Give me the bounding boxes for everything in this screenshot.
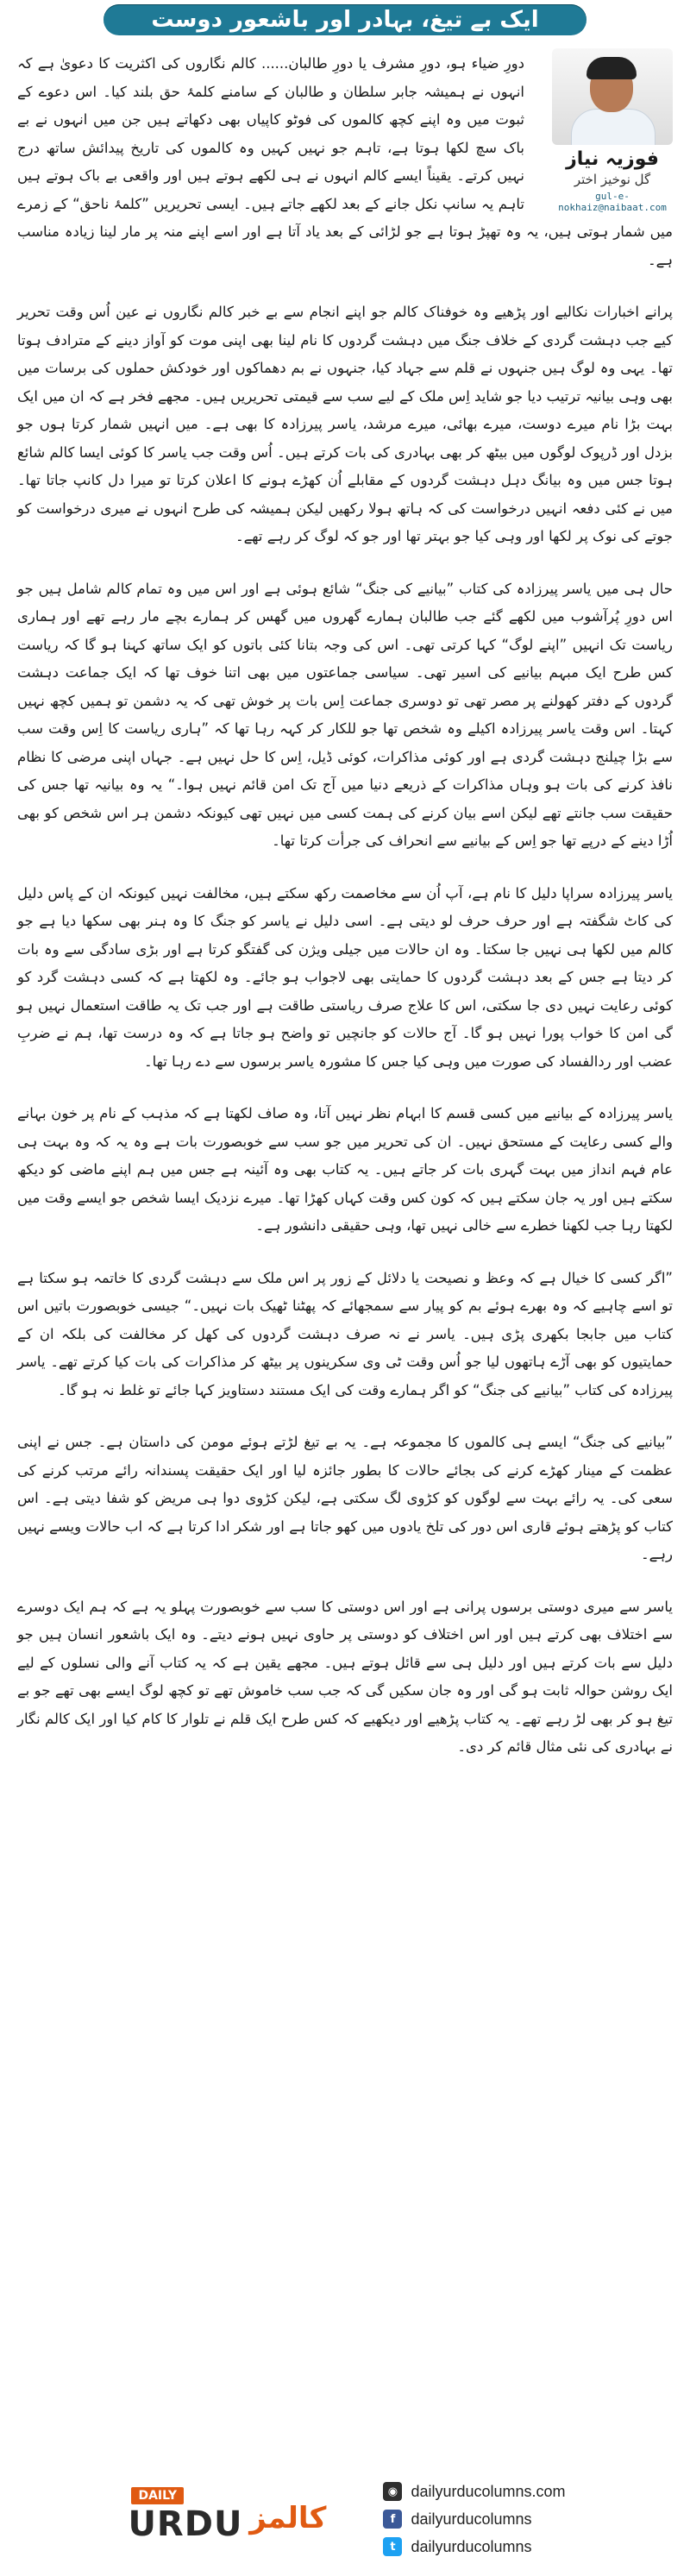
- facebook-icon: f: [383, 2510, 402, 2529]
- logo-daily: DAILY: [131, 2487, 184, 2504]
- website-link[interactable]: [383, 2482, 565, 2501]
- globe-icon: ◉: [383, 2482, 402, 2501]
- paragraph: ”بیانیے کی جنگ“ ایسے ہی کالموں کا مجموعہ ہے۔ یہ بے تیغ لڑتے ہوئے مومن کی داستان ہے۔ جس نے اپنی عظمت کے مینار کھڑے کرنے کی بجائے حالات کا بطور جائزہ لیا اور ایک حقیقت پسندانہ رائے مرتب کرنے کی سعی کی۔ یہ رائے بہت سے لوگوں کو کڑوی لگ سکتی ہے، لیکن کڑوی دوا ہی مریض کو شفا دیتی ہے۔ اس کتاب کو پڑھتے ہوئے قاری اس دور کی تلخ یادوں میں کھو جاتا ہے اور شکر ادا کرتا ہے کہ اب حالات ویسے نہیں رہے۔: [17, 1434, 673, 1562]
- paragraph: یاسر پیرزادہ کے بیانیے میں کسی قسم کا ابہام نظر نہیں آتا، وہ صاف لکھتا ہے کہ مذہب کے نام پر خون بہانے والے کسی رعایت کے مستحق نہیں۔ ان کی تحریر میں جو سب سے خوبصورت بات ہے وہ یہ کہ وہ بہت ہی عام فہم انداز میں بہت گہری بات کر جاتے ہیں۔ یہ کتاب بھی وہ آئینہ ہے جس میں ہم اپنے ماضی کو دیکھ سکتے ہیں اور یہ جان سکتے ہیں کہ کون کس وقت کہاں کھڑا تھا۔ میرے نزدیک ایسا شخص جو ایسے وقت میں لکھتا رہا جب لکھنا خطرے سے خالی نہیں تھا، وہی حقیقی دانشور ہے۔: [17, 1105, 673, 1234]
- social-links: [383, 2482, 565, 2556]
- footer: [0, 2462, 690, 2576]
- logo-columns: کالمز: [249, 2501, 327, 2535]
- article-body: [17, 50, 673, 1786]
- twitter-icon: t: [383, 2537, 402, 2556]
- author-email[interactable]: gul-e-nokhaiz@naibaat.com: [558, 191, 667, 213]
- title-bar: [0, 0, 690, 40]
- article-title: ایک بے تیغ، بہادر اور باشعور دوست: [104, 4, 586, 35]
- facebook-link-text: dailyurducolumns: [411, 2510, 532, 2528]
- logo-urdu: URDU: [128, 2504, 243, 2544]
- paragraph: یاسر پیرزادہ سراپا دلیل کا نام ہے، آپ اُن سے مخاصمت رکھ سکتے ہیں، مخالفت نہیں کیونکہ ان کے پاس دلیل کی کاٹ شگفتہ ہے اور حرف حرف لو دیتی ہے۔ اسی دلیل نے یاسر کو جنگ کا وہ ہنر بھی سکھا دیا ہے جو کالم میں لکھا ہی نہیں جا سکتا۔ وہ ان حالات میں جیلی ویژن کی گفتگو کرتا ہے اور بڑی سادگی سے وہ بات کر دیتا ہے جس کے بعد دہشت گردوں کا حمایتی بھی لاجواب ہو جائے۔ وہ لکھتا ہے کہ کسی دہشت گرد کو کوئی رعایت نہیں دی جا سکتی، اس کا علاج صرف ریاستی طاقت ہے اور جب تک یہ طاقت استعمال نہیں ہو گی امن کا خواب پورا نہیں ہو گا۔ آج حالات کو جانچیں تو واضح ہو جاتا ہے کہ وہ درست تھا، ہم نے ضربِ عضب اور ردالفساد کی صورت میں وہی کیا جس کا مشورہ یاسر برسوں سے دے رہا تھا۔: [17, 884, 673, 1070]
- twitter-link-text: dailyurducolumns: [411, 2537, 532, 2555]
- paragraph: پرانے اخبارات نکالیے اور پڑھیے وہ خوفناک کالم جو اپنے انجام سے بے خبر کالم نگاروں نے عین اُس وقت تحریر کیے جب دہشت گردی کے خلاف جنگ میں دہشت گردوں کا نام لینا بھی اپنی موت کو آواز دینے کے مترادف ہوتا تھا۔ یہی وہ لوگ ہیں جنہوں نے قلم سے جہاد کیا، جنہوں نے بم دھماکوں اور خودکش حملوں کی برسات میں بھی وہی بیانیہ ترتیب دیا جو شاید اِس ملک کے لیے سب سے قیمتی تحریریں ہیں۔ مجھے فخر ہے کہ ان میں ایک بہت بڑا نام میرے دوست، میرے بھائی، میرے مرشد، یاسر پیرزادہ کا بھی ہے۔ میں انہیں شمار کرتا ہوں جو بزدل اور ڈرپوک لوگوں میں بیٹھ کر بھی بہادری کی بات کرتے ہیں۔ اُس وقت جب یاسر کا کوئی ایسا کالم شائع ہوتا جس میں وہ بیانگ دہل دہشت گردوں کے مقابلے اُن کھڑے ہونے کا اعلان کرتا تو میرا دل کانپ جاتا تھا۔ میں نے کئی دفعہ انہیں درخواست کی کہ ہاتھ ہولا رکھیں لیکن ہمیشہ کی طرح انہوں نے میری درخواست کو جوتے کی نوک پر لکھا اور وہی کیا جو بہتر تھا اور جو کہ لوگ کر رہے تھے۔: [17, 304, 673, 544]
- twitter-link[interactable]: [383, 2537, 565, 2556]
- paragraph: حال ہی میں یاسر پیرزادہ کی کتاب ”بیانیے کی جنگ“ شائع ہوئی ہے اور اس میں وہ تمام کالم شامل ہیں جو اس دورِ پُرآشوب میں لکھے گئے جب طالبان ہمارے گھروں میں گھس کر ہمارے بچے مار رہے تھے اور ہماری ریاست تک انہیں ”اپنے لوگ“ کہا کرتی تھی۔ اس کی وجہ بتانا کئی باتوں کو ایک ساتھ کہنا ہو گا کہ ریاست کس طرح ایک مبہم بیانیے کی اسیر تھی۔ سیاسی جماعتوں میں بھی اتنا خوف تھا کہ ایک جماعت دہشت گردوں کے دفتر کھولنے پر مصر تھی تو دوسری جماعت اِس بات پر خوش تھی کہ یہ دشمن تو ہمیں کچھ نہیں کہتا۔ اس وقت یاسر پیرزادہ اکیلے وہ شخص تھا جو للکار کر کہہ رہا تھا کہ ”ہاری ریاست کا اِس وقت سب سے بڑا چیلنج دہشت گردی ہے اور کوئی مذاکرات، کوئی ڈیل، اِس کا حل نہیں ہے۔ جہاں اپنی مرضی کا نظام نافذ کرنے کی بات ہو وہاں مذاکرات کے ذریعے دنیا میں آج تک امن قائم نہیں ہوا۔“ یہ وہ بیانیہ تھا جس کی حقیقت سب جانتے تھے لیکن اسے بیان کرنے کی ہمت کسی میں نہیں تھی کیونکہ دشمن ہر اس شخص کو بھی اُڑا دینے کے درپے تھا جو اِس کے بیانیے سے انحراف کی جرأت کرتا تھا۔: [17, 580, 673, 849]
- website-link-text: dailyurducolumns.com: [411, 2482, 566, 2500]
- author-name: فوزیہ نیاز: [566, 148, 659, 170]
- site-logo[interactable]: [124, 2480, 331, 2558]
- paragraph: دورِ ضیاء ہو، دورِ مشرف یا دورِ طالبان...... کالم نگاروں کی اکثریت کا دعویٰ ہے کہ انہوں نے ہمیشہ جابر سلطان و طالبان کے سامنے کلمۂ حق بلند کیا۔ اس دعوے کے ثبوت میں وہ اپنے کچھ کالموں کی فوٹو کاپیاں بھی دکھاتے ہیں جن میں انہوں نے بے باک سچ لکھا ہوتا ہے، تاہم جو نہیں کہیں وہ کالموں کی تاریخ پیدائش ساتھ درج نہیں کرتے۔ یقیناً ایسے کالم انہوں نے ہی لکھے ہوتے ہیں اور واقعی بے باک ہوتے ہیں تاہم یہ سانپ نکل جانے کے بعد لکھے جاتے ہیں۔ ایسی تحریریں ”کلمۂ ناحق“ کے زمرے میں شمار ہوتی ہیں، یہ وہ تھپڑ ہوتا ہے جو لڑائی کے بعد یاد آتا ہے اور اسے اپنے منہ پر مار لینا زیادہ مناسب ہے۔: [17, 55, 673, 268]
- facebook-link[interactable]: [383, 2510, 565, 2529]
- paragraph: ”اگر کسی کا خیال ہے کہ وعظ و نصیحت یا دلائل کے زور پر اس ملک سے دہشت گردی کا خاتمہ ہو سکتا ہے تو اسے چاہیے کہ وہ بھرے ہوئے بم کو پیار سے سمجھائے کہ پھٹنا ٹھیک بات نہیں۔“ جیسی خوبصورت باتیں اس کتاب میں جابجا بکھری پڑی ہیں۔ یاسر نے نہ صرف دہشت گردوں کی کھل کر مخالفت کی بلکہ ان کے حمایتیوں کو بھی آڑے ہاتھوں لیا جو اُس وقت ٹی وی سکرینوں پر بیٹھ کر مذاکرات کی بات کیا کرتے تھے۔ یاسر پیرزادہ کی کتاب ”بیانیے کی جنگ“ کو اگر ہمارے وقت کی ایک مستند دستاویز کہا جائے تو غلط نہ ہو گا۔: [17, 1269, 673, 1398]
- paragraph: یاسر سے میری دوستی برسوں پرانی ہے اور اس دوستی کا سب سے خوبصورت پہلو یہ ہے کہ ہم ایک دوسرے سے اختلاف بھی کرتے ہیں اور اس اختلاف کو دوستی پر حاوی نہیں ہونے دیتے۔ وہ ایک باشعور انسان ہیں جو دلیل سے بات کرتے ہیں اور دلیل ہی سے قائل ہوتے ہیں۔ مجھے یقین ہے کہ یہ کتاب آنے والی نسلوں کے لیے ایک روشن حوالہ ثابت ہو گی اور وہ جان سکیں گی کہ جب سب خاموش تھے تو کچھ لوگ ایسے بھی تھے جو بے تیغ ہو کر بھی لڑ رہے تھے۔ یہ کتاب پڑھیے اور دیکھیے کہ کس طرح ایک قلم نے تلوار کا کام کیا اور ایک کالم نگار نے بہادری کی نئی مثال قائم کر دی۔: [17, 1598, 673, 1755]
- author-subtitle: گل نوخیز اختر: [574, 172, 651, 187]
